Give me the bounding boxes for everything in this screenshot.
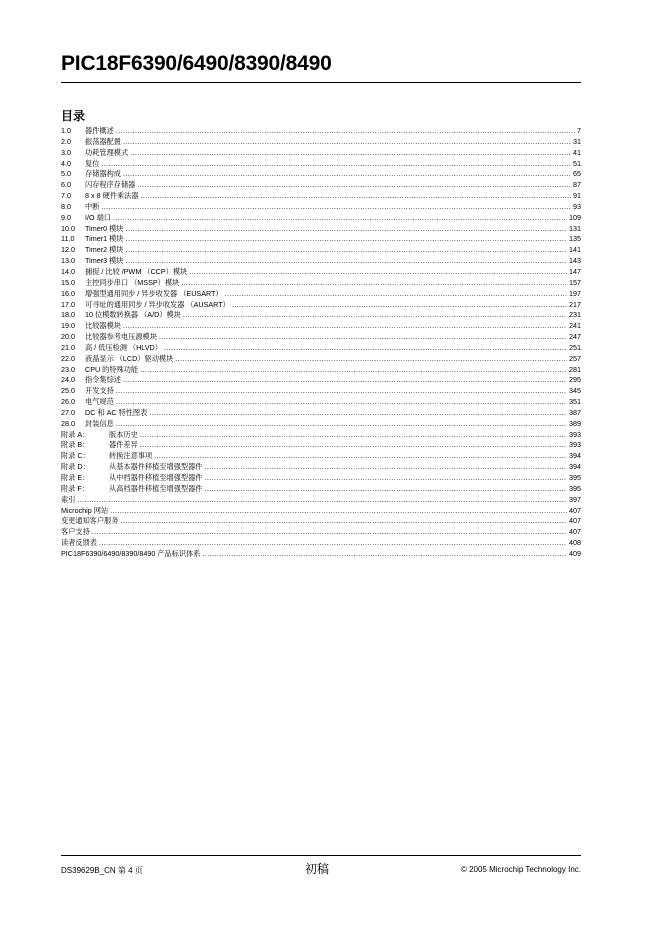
toc-entry-page: 41 (573, 147, 581, 157)
toc-entry-page: 389 (569, 418, 581, 428)
toc-entry-number: 16.0 (61, 288, 75, 298)
toc-entry[interactable] (61, 430, 581, 441)
toc-entry[interactable] (61, 234, 581, 245)
toc-leader-dots (175, 354, 567, 365)
page-title: PIC18F6390/6490/8390/8490 (61, 52, 332, 75)
toc-entry-title: Timer2 模块 (85, 245, 124, 255)
toc-entry-title: Timer1 模块 (85, 234, 124, 244)
toc-entry-page: 395 (569, 473, 581, 482)
toc-entry-page: 408 (569, 538, 581, 548)
toc-entry-number: 4.0 (61, 158, 71, 168)
toc-leader-dots (99, 538, 567, 549)
toc-entry[interactable] (61, 386, 581, 397)
toc-entry-number: 2.0 (61, 136, 71, 146)
toc-entry[interactable] (61, 202, 581, 213)
toc-leader-dots (204, 484, 567, 495)
toc-entry-number: 3.0 (61, 147, 71, 157)
toc-entry-number: 23.0 (61, 364, 75, 374)
toc-entry-page: 409 (569, 548, 581, 558)
toc-entry-number: 1.0 (61, 126, 71, 135)
toc-entry[interactable] (61, 213, 581, 224)
toc-entry-number: 12.0 (61, 245, 75, 255)
toc-entry-page: 241 (569, 321, 581, 331)
toc-entry-number: 5.0 (61, 169, 71, 179)
toc-entry-page: 141 (569, 245, 581, 255)
toc-entry-title: Timer3 模块 (85, 256, 124, 266)
toc-leader-dots (125, 245, 567, 256)
toc-entry-title: 器件差异 (109, 440, 138, 450)
toc-leader-dots (125, 256, 567, 267)
toc-entry-title: 从基本器件移植至增强型器件 (109, 462, 203, 472)
toc-leader-dots (189, 267, 567, 278)
toc-leader-dots (204, 473, 567, 484)
toc-entry-number: 24.0 (61, 375, 75, 385)
toc-entry-number: 附录 B： (61, 440, 90, 450)
toc-leader-dots (204, 462, 567, 473)
toc-entry[interactable] (61, 224, 581, 235)
toc-entry-title: 主控同步串口 （MSSP）模块 (85, 277, 180, 287)
toc-entry[interactable] (61, 126, 581, 137)
toc-entry-page: 407 (569, 505, 581, 515)
toc-entry-title: CPU 的特殊功能 (85, 364, 139, 374)
toc-entry-title: 封装信息 (85, 418, 114, 428)
toc-leader-dots (181, 278, 567, 289)
toc-entry-title: 捕捉 / 比较 /PWM （CCP）模块 (85, 266, 188, 276)
title-divider (61, 82, 581, 83)
toc-entry[interactable] (61, 256, 581, 267)
toc-leader-dots (140, 440, 567, 451)
toc-leader-dots (159, 332, 567, 343)
toc-entry-page: 217 (569, 299, 581, 309)
toc-leader-dots (125, 234, 567, 245)
toc-leader-dots (225, 289, 567, 300)
toc-entry-title: 变更通知客户服务 (61, 516, 119, 526)
toc-entry-title: I/O 端口 (85, 212, 111, 222)
toc-entry-title: 索引 (61, 494, 76, 504)
toc-entry-page: 281 (569, 364, 581, 374)
toc-entry-page: 143 (569, 256, 581, 266)
toc-entry-page: 295 (569, 375, 581, 385)
toc-entry-title: PIC18F6390/6490/8390/8490 产品标识体系 (61, 548, 201, 558)
toc-entry[interactable] (61, 191, 581, 202)
toc-entry-number: 附录 D： (61, 462, 90, 472)
toc-entry-title: 比较器参考电压源模块 (85, 332, 157, 342)
toc-entry-title: 电气规范 (85, 397, 114, 407)
toc-entry-page: 394 (569, 462, 581, 472)
toc-entry-page: 87 (573, 180, 581, 190)
toc-entry[interactable] (61, 321, 581, 332)
toc-heading: 目录 (61, 109, 86, 123)
toc-entry-title: 版本历史 (109, 429, 138, 439)
toc-entry-title: 复位 (85, 158, 100, 168)
toc-entry-page: 393 (569, 440, 581, 450)
toc-entry-page: 251 (569, 342, 581, 352)
toc-leader-dots (125, 224, 567, 235)
toc-entry-number: 17.0 (61, 299, 75, 309)
toc-leader-dots (140, 365, 567, 376)
toc-leader-dots (92, 527, 567, 538)
toc-entry-title: 从中档器件移植至增强型器件 (109, 473, 203, 482)
toc-leader-dots (116, 419, 567, 430)
toc-entry-title: 8 x 8 硬件乘法器 (85, 191, 139, 201)
toc-entry-page: 394 (569, 451, 581, 461)
toc-entry-title: 转换注意事项 (109, 451, 153, 461)
toc-entry[interactable] (61, 245, 581, 256)
toc-entry-title: 闪存程序存储器 (85, 180, 136, 190)
toc-entry-title: 从高档器件移植至增强型器件 (109, 483, 203, 493)
toc-entry-title: Timer0 模块 (85, 223, 124, 233)
toc-entry-number: 27.0 (61, 407, 75, 417)
footer-divider (61, 855, 581, 856)
toc-entry-page: 93 (573, 201, 581, 211)
footer-copyright: © 2005 Microchip Technology Inc. (460, 865, 581, 874)
toc-leader-dots (232, 300, 567, 311)
toc-leader-dots (183, 310, 567, 321)
toc-leader-dots (149, 408, 567, 419)
toc-entry-page: 135 (569, 234, 581, 244)
toc-leader-dots (101, 202, 571, 213)
toc-entry[interactable] (61, 375, 581, 386)
toc-entry-page: 407 (569, 516, 581, 526)
toc-entry[interactable] (61, 300, 581, 311)
toc-entry-number: 26.0 (61, 397, 75, 407)
toc-entry-page: 395 (569, 483, 581, 493)
table-of-contents (61, 126, 581, 560)
toc-entry-number: 7.0 (61, 191, 71, 201)
toc-entry-page: 91 (573, 191, 581, 201)
toc-entry[interactable] (61, 180, 581, 191)
toc-entry[interactable] (61, 408, 581, 419)
toc-entry-page: 393 (569, 429, 581, 439)
toc-entry[interactable] (61, 440, 581, 451)
toc-entry[interactable] (61, 365, 581, 376)
toc-entry-number: 15.0 (61, 277, 75, 287)
toc-entry-page: 397 (569, 494, 581, 504)
toc-entry[interactable] (61, 495, 581, 506)
toc-entry[interactable] (61, 148, 581, 159)
toc-entry-page: 157 (569, 277, 581, 287)
toc-entry-page: 345 (569, 386, 581, 396)
toc-entry-page: 51 (573, 158, 581, 168)
toc-entry[interactable] (61, 451, 581, 462)
toc-entry-number: 20.0 (61, 332, 75, 342)
toc-leader-dots (137, 180, 571, 191)
toc-leader-dots (140, 430, 567, 441)
toc-entry-number: 19.0 (61, 321, 75, 331)
toc-leader-dots (121, 516, 567, 527)
toc-leader-dots (110, 506, 567, 517)
toc-entry[interactable] (61, 506, 581, 517)
toc-leader-dots (164, 343, 567, 354)
toc-entry-page: 31 (573, 136, 581, 146)
toc-entry-page: 247 (569, 332, 581, 342)
footer-draft-label: 初稿 (305, 862, 330, 876)
toc-entry-number: 21.0 (61, 342, 75, 352)
toc-leader-dots (123, 137, 571, 148)
toc-entry-page: 197 (569, 288, 581, 298)
toc-entry[interactable] (61, 516, 581, 527)
toc-entry[interactable] (61, 527, 581, 538)
toc-entry-number: 18.0 (61, 310, 75, 320)
toc-entry-title: 10 位模数转换器 （A/D）模块 (85, 310, 181, 320)
toc-entry-number: 9.0 (61, 212, 71, 222)
toc-entry[interactable] (61, 137, 581, 148)
toc-entry-title: 开发支持 (85, 386, 114, 396)
toc-entry-number: 附录 C： (61, 451, 90, 461)
toc-entry[interactable] (61, 549, 581, 560)
toc-entry-page: 387 (569, 407, 581, 417)
toc-entry[interactable] (61, 354, 581, 365)
toc-entry-number: 11.0 (61, 234, 75, 244)
toc-entry-number: 8.0 (61, 201, 71, 211)
toc-entry[interactable] (61, 267, 581, 278)
toc-entry-page: 231 (569, 310, 581, 320)
toc-leader-dots (116, 126, 575, 137)
toc-entry-title: 振荡器配置 (85, 136, 121, 146)
toc-entry-title: 增强型通用同步 / 异步收发器 （EUSART） (85, 288, 223, 298)
toc-entry-title: 高 / 低压检测 （HLVD） (85, 342, 162, 352)
toc-entry[interactable] (61, 538, 581, 549)
toc-entry-number: 10.0 (61, 223, 75, 233)
toc-leader-dots (113, 213, 567, 224)
toc-entry-title: 可寻址的通用同步 / 异步收发器 （AUSART） (85, 299, 230, 309)
toc-leader-dots (101, 159, 571, 170)
toc-entry-title: 指令集综述 (85, 375, 121, 385)
toc-entry-number: 25.0 (61, 386, 75, 396)
toc-entry-number: 14.0 (61, 266, 75, 276)
toc-entry-page: 147 (569, 266, 581, 276)
toc-entry[interactable] (61, 159, 581, 170)
toc-entry-number: 13.0 (61, 256, 75, 266)
toc-leader-dots (116, 386, 567, 397)
toc-entry[interactable] (61, 310, 581, 321)
toc-leader-dots (77, 495, 567, 506)
toc-entry[interactable] (61, 289, 581, 300)
toc-entry-title: 中断 (85, 201, 100, 211)
toc-entry[interactable] (61, 473, 581, 484)
toc-entry-page: 407 (569, 527, 581, 537)
toc-entry-page: 65 (573, 169, 581, 179)
toc-leader-dots (123, 169, 571, 180)
toc-leader-dots (116, 397, 567, 408)
toc-entry-title: 器件概述 (85, 126, 114, 135)
toc-entry-page: 351 (569, 397, 581, 407)
toc-entry-title: Microchip 网站 (61, 505, 109, 515)
toc-entry-number: 附录 F： (61, 483, 89, 493)
toc-entry-number: 附录 E： (61, 473, 90, 482)
toc-entry-page: 109 (569, 212, 581, 222)
toc-entry-number: 6.0 (61, 180, 71, 190)
toc-leader-dots (154, 451, 567, 462)
toc-entry-title: 读者反馈表 (61, 538, 97, 548)
toc-entry-title: 液晶显示 （LCD）驱动模块 (85, 353, 174, 363)
toc-entry-number: 22.0 (61, 353, 75, 363)
toc-entry[interactable] (61, 343, 581, 354)
toc-entry[interactable] (61, 278, 581, 289)
toc-entry[interactable] (61, 169, 581, 180)
toc-entry-page: 257 (569, 353, 581, 363)
footer-doc-number: DS39629B_CN 第 4 页 (61, 866, 143, 875)
toc-entry-title: 功耗管理模式 (85, 147, 129, 157)
toc-entry-page: 7 (577, 126, 581, 135)
toc-leader-dots (141, 191, 571, 202)
toc-entry-title: 比较器模块 (85, 321, 121, 331)
toc-leader-dots (202, 549, 567, 560)
toc-leader-dots (130, 148, 571, 159)
toc-entry-number: 附录 A： (61, 429, 90, 439)
toc-entry-title: 存储器构成 (85, 169, 121, 179)
toc-entry[interactable] (61, 419, 581, 430)
toc-entry-number: 28.0 (61, 418, 75, 428)
toc-leader-dots (123, 375, 567, 386)
toc-entry-title: 客户支持 (61, 527, 90, 537)
toc-entry[interactable] (61, 332, 581, 343)
toc-entry-title: DC 和 AC 特性图表 (85, 407, 148, 417)
toc-leader-dots (123, 321, 567, 332)
toc-entry[interactable] (61, 462, 581, 473)
toc-entry-page: 131 (569, 223, 581, 233)
toc-entry[interactable] (61, 397, 581, 408)
toc-entry[interactable] (61, 484, 581, 495)
